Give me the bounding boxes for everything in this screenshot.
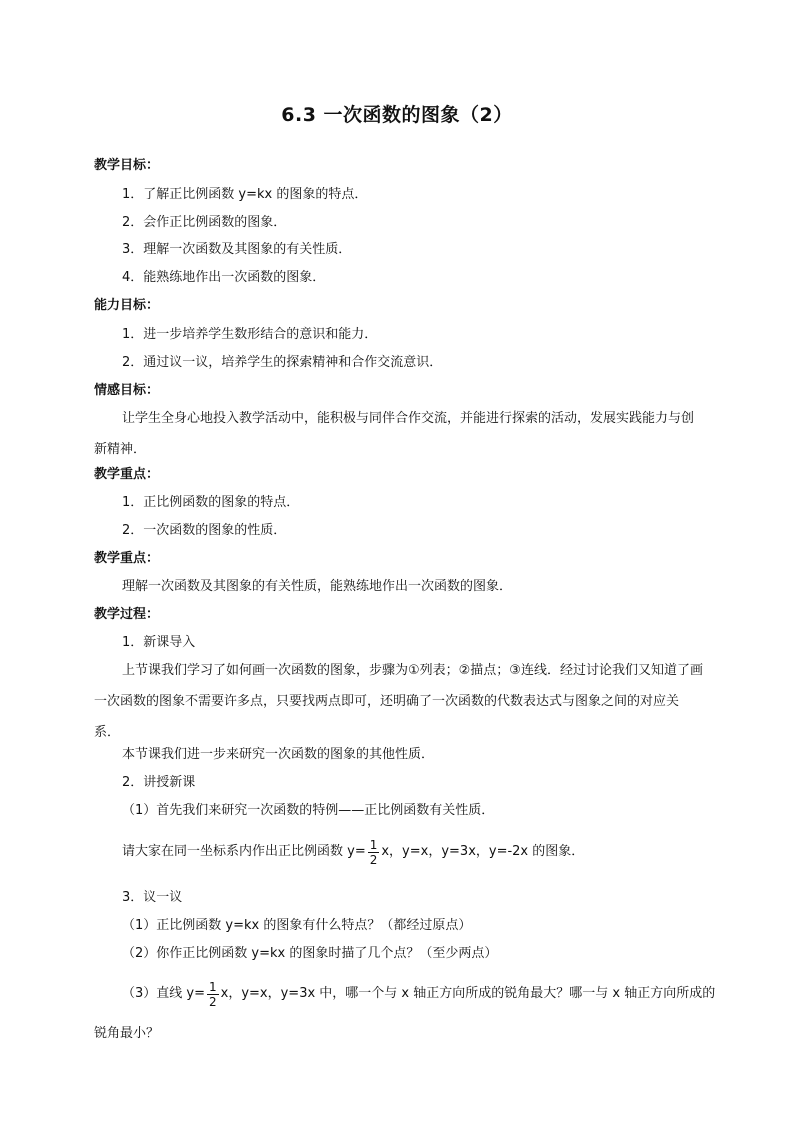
item-2-text-pre: 请大家在同一坐标系内作出正比例函数 y= [122,844,366,859]
emotion-goals-heading: 情感目标： [94,383,160,398]
ability-goal-item: 1．进一步培养学生数形结合的意识和能力． [122,327,378,342]
process-section-2-item-1: （1）首先我们来研究一次函数的特例——正比例函数有关性质． [122,803,495,818]
key-point-item: 1．正比例函数的图象的特点． [122,495,300,510]
fraction-one-half [368,838,380,867]
process-section-3: 3．议一议 [122,890,183,905]
teaching-goal-item: 1．了解正比例函数 y=kx 的图象的特点． [122,187,368,202]
page-title: 6.3 一次函数的图象（2） [281,104,513,126]
teaching-goal-item: 4．能熟练地作出一次函数的图象． [122,270,326,285]
process-section-1: 1．新课导入 [122,635,196,650]
teaching-goals-heading: 教学目标： [94,158,160,173]
process-heading: 教学过程： [94,607,160,622]
key-points2-text: 理解一次函数及其图象的有关性质，能熟练地作出一次函数的图象． [122,579,513,594]
q3-text-pre: （3）直线 y= [122,986,205,1001]
fraction-one-half [207,980,219,1009]
fraction-numerator: 1 [369,837,378,852]
fraction-denominator: 2 [209,994,217,1009]
teaching-goal-item: 3．理解一次函数及其图象的有关性质． [122,242,352,257]
process-section-2-item-2 [122,834,584,870]
key-points-heading: 教学重点： [94,467,160,482]
teaching-goal-item: 2．会作正比例函数的图象． [122,215,287,230]
ability-goal-item: 2．通过议一议，培养学生的探索精神和合作交流意识． [122,355,443,370]
emotion-goals-text: 让学生全身心地投入教学活动中，能积极与同伴合作交流，并能进行探索的活动，发展实践能力与创新精神． [94,411,695,457]
process-section-2: 2．讲授新课 [122,775,196,790]
q3-text-post: x，y=x，y=3x 中，哪一个与 x 轴正方向所成的锐角最大？哪一与 x 轴正方向所成的 [220,986,716,1001]
discussion-question-1: （1）正比例函数 y=kx 的图象有什么特点？（都经过原点） [122,918,472,933]
discussion-question-3 [122,976,715,1012]
process-paragraph-2: 本节课我们进一步来研究一次函数的图象的其他性质． [122,747,435,762]
process-paragraph-1: 上节课我们学习了如何画一次函数的图象，步骤为①列表；②描点；③连线．经过讨论我们又知道了画一次函数的图象不需要许多点，只要找两点即可，还明确了一次函数的代数表达式与图象之间的对应关系． [94,663,703,740]
key-points2-heading: 教学重点： [94,551,160,566]
fraction-numerator: 1 [209,979,217,994]
discussion-question-2: （2）你作正比例函数 y=kx 的图象时描了几个点？（至少两点） [122,946,498,961]
fraction-denominator: 2 [369,852,378,867]
key-point-item: 2．一次函数的图象的性质． [122,523,287,538]
item-2-text-post: x，y=x，y=3x，y=-2x 的图象． [381,844,585,859]
discussion-question-3-continuation: 锐角最小？ [94,1026,160,1041]
ability-goals-heading: 能力目标： [94,298,160,313]
